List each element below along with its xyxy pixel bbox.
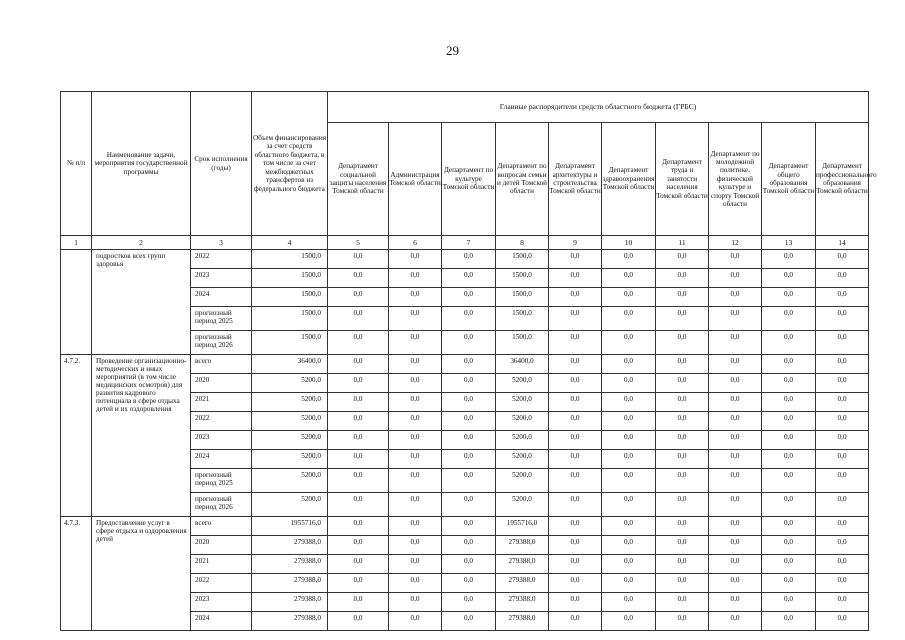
grbs-amount-cell: 1955716,0 — [496, 517, 549, 536]
grbs-amount-cell: 0,0 — [656, 393, 709, 412]
header-volume: Объем финансирования за счет средств областного бюджета, в том числе за счет межбюджетных трансфертов из федерального бюджета — [252, 92, 328, 236]
total-amount-cell: 5200,0 — [252, 493, 328, 517]
grbs-amount-cell: 0,0 — [656, 412, 709, 431]
period-cell: всего — [191, 517, 252, 536]
grbs-amount-cell: 0,0 — [656, 593, 709, 612]
grbs-amount-cell: 0,0 — [389, 517, 442, 536]
grbs-amount-cell: 5200,0 — [496, 431, 549, 450]
grbs-amount-cell: 36400,0 — [496, 355, 549, 374]
grbs-amount-cell: 0,0 — [709, 574, 762, 593]
grbs-amount-cell: 0,0 — [602, 612, 656, 631]
grbs-amount-cell: 0,0 — [442, 431, 496, 450]
grbs-amount-cell: 0,0 — [602, 374, 656, 393]
grbs-amount-cell: 0,0 — [762, 536, 816, 555]
header-grbs-9: Департамент общего образования Томской области — [762, 123, 816, 236]
grbs-amount-cell: 0,0 — [389, 493, 442, 517]
grbs-amount-cell: 0,0 — [442, 555, 496, 574]
period-cell: прогнозный период 2025 — [191, 469, 252, 493]
table-row — [61, 517, 869, 536]
period-cell: 2023 — [191, 431, 252, 450]
total-amount-cell: 1500,0 — [252, 250, 328, 269]
grbs-amount-cell: 0,0 — [389, 450, 442, 469]
grbs-amount-cell: 1500,0 — [496, 250, 549, 269]
total-amount-cell: 279388,0 — [252, 536, 328, 555]
grbs-amount-cell: 0,0 — [816, 431, 869, 450]
header-grbs-4: Департамент по вопросам семьи и детей Томской области — [496, 123, 549, 236]
grbs-amount-cell: 0,0 — [549, 355, 602, 374]
grbs-amount-cell: 0,0 — [389, 307, 442, 331]
grbs-amount-cell: 0,0 — [816, 393, 869, 412]
period-cell: 2023 — [191, 269, 252, 288]
task-name: подростков всех групп здоровья — [92, 250, 191, 355]
total-amount-cell: 279388,0 — [252, 574, 328, 593]
grbs-amount-cell: 0,0 — [816, 555, 869, 574]
grbs-amount-cell: 0,0 — [656, 555, 709, 574]
row-index: 4.7.3. — [61, 517, 92, 631]
header-grbs-7: Департамент труда и занятости населения Томской области — [656, 123, 709, 236]
grbs-amount-cell: 0,0 — [389, 250, 442, 269]
grbs-amount-cell: 0,0 — [549, 593, 602, 612]
grbs-amount-cell: 0,0 — [602, 355, 656, 374]
grbs-amount-cell: 0,0 — [549, 431, 602, 450]
task-name: Предоставление услуг в сфере отдыха и оздоровления детей — [92, 517, 191, 631]
grbs-amount-cell: 0,0 — [656, 288, 709, 307]
grbs-amount-cell: 0,0 — [442, 331, 496, 355]
grbs-amount-cell: 0,0 — [709, 555, 762, 574]
grbs-amount-cell: 0,0 — [442, 517, 496, 536]
grbs-amount-cell: 0,0 — [816, 517, 869, 536]
column-number-cell: 14 — [816, 236, 869, 250]
grbs-amount-cell: 0,0 — [762, 393, 816, 412]
header-grbs-5: Департамент архитектуры и строительства Томской области — [549, 123, 602, 236]
column-number-cell: 11 — [656, 236, 709, 250]
grbs-amount-cell: 0,0 — [442, 288, 496, 307]
total-amount-cell: 5200,0 — [252, 431, 328, 450]
period-cell: прогнозный период 2026 — [191, 331, 252, 355]
grbs-amount-cell: 0,0 — [709, 536, 762, 555]
grbs-amount-cell: 0,0 — [328, 612, 389, 631]
total-amount-cell: 279388,0 — [252, 612, 328, 631]
header-grbs-title: Главные распорядители средств областного бюджета (ГРБС) — [328, 92, 869, 123]
period-cell: 2022 — [191, 574, 252, 593]
grbs-amount-cell: 0,0 — [602, 393, 656, 412]
grbs-amount-cell: 0,0 — [709, 469, 762, 493]
grbs-amount-cell: 0,0 — [762, 469, 816, 493]
grbs-amount-cell: 0,0 — [549, 469, 602, 493]
grbs-amount-cell: 0,0 — [709, 250, 762, 269]
grbs-amount-cell: 0,0 — [709, 269, 762, 288]
grbs-amount-cell: 0,0 — [442, 250, 496, 269]
period-cell: прогнозный период 2026 — [191, 493, 252, 517]
grbs-amount-cell: 0,0 — [549, 574, 602, 593]
grbs-amount-cell: 0,0 — [328, 493, 389, 517]
total-amount-cell: 5200,0 — [252, 412, 328, 431]
grbs-amount-cell: 0,0 — [389, 374, 442, 393]
column-numbers-row — [61, 236, 869, 250]
grbs-amount-cell: 0,0 — [816, 250, 869, 269]
grbs-amount-cell: 0,0 — [328, 355, 389, 374]
grbs-amount-cell: 0,0 — [762, 593, 816, 612]
grbs-amount-cell: 0,0 — [602, 536, 656, 555]
period-cell: 2023 — [191, 593, 252, 612]
grbs-amount-cell: 0,0 — [328, 269, 389, 288]
grbs-amount-cell: 0,0 — [656, 374, 709, 393]
grbs-amount-cell: 0,0 — [442, 412, 496, 431]
grbs-amount-cell: 0,0 — [656, 517, 709, 536]
grbs-amount-cell: 279388,0 — [496, 536, 549, 555]
table-row — [61, 355, 869, 374]
grbs-amount-cell: 0,0 — [816, 574, 869, 593]
grbs-amount-cell: 0,0 — [656, 431, 709, 450]
grbs-amount-cell: 0,0 — [549, 269, 602, 288]
period-cell: прогнозный период 2025 — [191, 307, 252, 331]
grbs-amount-cell: 0,0 — [816, 593, 869, 612]
total-amount-cell: 36400,0 — [252, 355, 328, 374]
column-number-cell: 10 — [602, 236, 656, 250]
grbs-amount-cell: 0,0 — [656, 493, 709, 517]
row-index — [61, 250, 92, 355]
period-cell: 2022 — [191, 250, 252, 269]
grbs-amount-cell: 0,0 — [816, 355, 869, 374]
grbs-amount-cell: 0,0 — [389, 574, 442, 593]
column-number-cell: 3 — [191, 236, 252, 250]
grbs-amount-cell: 0,0 — [709, 393, 762, 412]
grbs-amount-cell: 0,0 — [328, 469, 389, 493]
grbs-amount-cell: 0,0 — [602, 331, 656, 355]
grbs-amount-cell: 0,0 — [709, 355, 762, 374]
grbs-amount-cell: 0,0 — [328, 574, 389, 593]
grbs-amount-cell: 0,0 — [709, 593, 762, 612]
grbs-amount-cell: 0,0 — [549, 536, 602, 555]
column-number-cell: 4 — [252, 236, 328, 250]
total-amount-cell: 1500,0 — [252, 307, 328, 331]
grbs-amount-cell: 0,0 — [656, 612, 709, 631]
period-cell: 2022 — [191, 412, 252, 431]
grbs-amount-cell: 0,0 — [656, 269, 709, 288]
grbs-amount-cell: 0,0 — [816, 412, 869, 431]
page-number: 29 — [446, 43, 459, 58]
grbs-amount-cell: 0,0 — [549, 612, 602, 631]
grbs-amount-cell: 279388,0 — [496, 612, 549, 631]
grbs-amount-cell: 0,0 — [549, 250, 602, 269]
grbs-amount-cell: 0,0 — [549, 288, 602, 307]
grbs-amount-cell: 279388,0 — [496, 593, 549, 612]
grbs-amount-cell: 279388,0 — [496, 574, 549, 593]
grbs-amount-cell: 0,0 — [602, 517, 656, 536]
grbs-amount-cell: 1500,0 — [496, 288, 549, 307]
grbs-amount-cell: 0,0 — [816, 374, 869, 393]
grbs-amount-cell: 0,0 — [442, 469, 496, 493]
grbs-amount-cell: 0,0 — [328, 374, 389, 393]
grbs-amount-cell: 5200,0 — [496, 374, 549, 393]
grbs-amount-cell: 0,0 — [816, 493, 869, 517]
grbs-amount-cell: 0,0 — [816, 536, 869, 555]
grbs-amount-cell: 0,0 — [549, 307, 602, 331]
header-grbs-8: Департамент по молодежной политике, физической культуре и спорту Томской области — [709, 123, 762, 236]
grbs-amount-cell: 0,0 — [602, 450, 656, 469]
header-task-name: Наименование задачи, мероприятия государственной программы — [92, 92, 191, 236]
total-amount-cell: 5200,0 — [252, 374, 328, 393]
grbs-amount-cell: 0,0 — [549, 374, 602, 393]
table-row — [61, 250, 869, 269]
grbs-amount-cell: 0,0 — [602, 469, 656, 493]
grbs-amount-cell: 0,0 — [442, 593, 496, 612]
grbs-amount-cell: 0,0 — [328, 331, 389, 355]
grbs-amount-cell: 0,0 — [762, 307, 816, 331]
grbs-amount-cell: 5200,0 — [496, 450, 549, 469]
grbs-amount-cell: 0,0 — [389, 431, 442, 450]
grbs-amount-cell: 0,0 — [816, 288, 869, 307]
grbs-amount-cell: 0,0 — [602, 250, 656, 269]
grbs-amount-cell: 0,0 — [816, 469, 869, 493]
header-grbs-6: Департамент здравоохранения Томской области — [602, 123, 656, 236]
grbs-amount-cell: 0,0 — [762, 450, 816, 469]
task-name: Проведение организационно-методических и иных мероприятий (в том числе медицинских осмотров) для развития кадрового потенциала в сфере отдыха детей и их оздоровления — [92, 355, 191, 517]
grbs-amount-cell: 0,0 — [762, 493, 816, 517]
grbs-amount-cell: 0,0 — [549, 517, 602, 536]
grbs-amount-cell: 0,0 — [328, 393, 389, 412]
grbs-amount-cell: 0,0 — [816, 307, 869, 331]
grbs-amount-cell: 5200,0 — [496, 412, 549, 431]
grbs-amount-cell: 0,0 — [602, 493, 656, 517]
column-number-cell: 8 — [496, 236, 549, 250]
grbs-amount-cell: 0,0 — [328, 307, 389, 331]
grbs-amount-cell: 0,0 — [328, 431, 389, 450]
grbs-amount-cell: 0,0 — [762, 517, 816, 536]
grbs-amount-cell: 0,0 — [762, 555, 816, 574]
grbs-amount-cell: 0,0 — [762, 288, 816, 307]
grbs-amount-cell: 0,0 — [602, 307, 656, 331]
grbs-amount-cell: 0,0 — [442, 574, 496, 593]
grbs-amount-cell: 0,0 — [602, 555, 656, 574]
grbs-amount-cell: 0,0 — [389, 536, 442, 555]
period-cell: всего — [191, 355, 252, 374]
grbs-amount-cell: 0,0 — [709, 450, 762, 469]
grbs-amount-cell: 0,0 — [602, 431, 656, 450]
grbs-amount-cell: 1500,0 — [496, 269, 549, 288]
grbs-amount-cell: 0,0 — [442, 393, 496, 412]
grbs-amount-cell: 0,0 — [442, 269, 496, 288]
period-cell: 2020 — [191, 536, 252, 555]
grbs-amount-cell: 5200,0 — [496, 493, 549, 517]
column-number-cell: 12 — [709, 236, 762, 250]
grbs-amount-cell: 0,0 — [762, 612, 816, 631]
total-amount-cell: 1500,0 — [252, 288, 328, 307]
grbs-amount-cell: 0,0 — [549, 331, 602, 355]
column-number-cell: 2 — [92, 236, 191, 250]
header-num: № п/п — [61, 92, 92, 236]
header-grbs-1: Департамент социальной защиты населения Томской области — [328, 123, 389, 236]
total-amount-cell: 1500,0 — [252, 269, 328, 288]
column-number-cell: 5 — [328, 236, 389, 250]
grbs-amount-cell: 0,0 — [328, 250, 389, 269]
grbs-amount-cell: 0,0 — [389, 612, 442, 631]
grbs-amount-cell: 0,0 — [656, 307, 709, 331]
grbs-amount-cell: 0,0 — [442, 612, 496, 631]
grbs-amount-cell: 1500,0 — [496, 331, 549, 355]
grbs-amount-cell: 0,0 — [709, 374, 762, 393]
grbs-amount-cell: 0,0 — [389, 469, 442, 493]
grbs-amount-cell: 0,0 — [816, 331, 869, 355]
period-cell: 2020 — [191, 374, 252, 393]
grbs-amount-cell: 0,0 — [762, 412, 816, 431]
period-cell: 2021 — [191, 393, 252, 412]
grbs-amount-cell: 0,0 — [442, 374, 496, 393]
period-cell: 2021 — [191, 555, 252, 574]
grbs-amount-cell: 0,0 — [602, 412, 656, 431]
grbs-amount-cell: 0,0 — [389, 412, 442, 431]
grbs-amount-cell: 0,0 — [816, 612, 869, 631]
grbs-amount-cell: 0,0 — [602, 574, 656, 593]
total-amount-cell: 5200,0 — [252, 469, 328, 493]
grbs-amount-cell: 0,0 — [816, 450, 869, 469]
grbs-amount-cell: 0,0 — [328, 450, 389, 469]
grbs-amount-cell: 279388,0 — [496, 555, 549, 574]
grbs-amount-cell: 0,0 — [656, 331, 709, 355]
grbs-amount-cell: 0,0 — [656, 469, 709, 493]
grbs-amount-cell: 0,0 — [602, 288, 656, 307]
grbs-amount-cell: 0,0 — [389, 555, 442, 574]
grbs-amount-cell: 0,0 — [389, 393, 442, 412]
grbs-amount-cell: 1500,0 — [496, 307, 549, 331]
column-number-cell: 6 — [389, 236, 442, 250]
total-amount-cell: 279388,0 — [252, 555, 328, 574]
column-number-cell: 7 — [442, 236, 496, 250]
column-number-cell: 1 — [61, 236, 92, 250]
grbs-amount-cell: 0,0 — [762, 331, 816, 355]
grbs-amount-cell: 5200,0 — [496, 393, 549, 412]
grbs-amount-cell: 0,0 — [656, 574, 709, 593]
header-grbs-3: Департамент по культуре Томской области — [442, 123, 496, 236]
grbs-amount-cell: 0,0 — [709, 412, 762, 431]
row-index: 4.7.2. — [61, 355, 92, 517]
grbs-amount-cell: 0,0 — [762, 374, 816, 393]
grbs-amount-cell: 0,0 — [656, 450, 709, 469]
grbs-amount-cell: 0,0 — [389, 593, 442, 612]
grbs-amount-cell: 0,0 — [442, 493, 496, 517]
grbs-amount-cell: 0,0 — [328, 536, 389, 555]
grbs-amount-cell: 0,0 — [549, 555, 602, 574]
grbs-amount-cell: 0,0 — [389, 355, 442, 374]
grbs-amount-cell: 0,0 — [442, 307, 496, 331]
grbs-amount-cell: 0,0 — [442, 355, 496, 374]
grbs-amount-cell: 0,0 — [709, 612, 762, 631]
grbs-amount-cell: 0,0 — [656, 250, 709, 269]
header-term: Срок исполнения (годы) — [191, 92, 252, 236]
total-amount-cell: 5200,0 — [252, 450, 328, 469]
grbs-amount-cell: 0,0 — [442, 536, 496, 555]
period-cell: 2024 — [191, 288, 252, 307]
grbs-amount-cell: 0,0 — [709, 307, 762, 331]
grbs-amount-cell: 0,0 — [709, 517, 762, 536]
grbs-amount-cell: 0,0 — [328, 517, 389, 536]
grbs-amount-cell: 0,0 — [389, 288, 442, 307]
grbs-amount-cell: 0,0 — [602, 593, 656, 612]
table-body — [61, 236, 869, 631]
total-amount-cell: 279388,0 — [252, 593, 328, 612]
financing-table — [60, 91, 877, 631]
grbs-amount-cell: 0,0 — [549, 493, 602, 517]
grbs-amount-cell: 0,0 — [549, 393, 602, 412]
grbs-amount-cell: 0,0 — [709, 431, 762, 450]
grbs-amount-cell: 0,0 — [549, 450, 602, 469]
grbs-amount-cell: 0,0 — [762, 431, 816, 450]
grbs-amount-cell: 0,0 — [656, 355, 709, 374]
grbs-amount-cell: 0,0 — [709, 288, 762, 307]
grbs-amount-cell: 0,0 — [389, 331, 442, 355]
header-grbs-10: Департамент профессионального образования Томской области — [816, 123, 869, 236]
header-grbs-2: Администрация Томской области — [389, 123, 442, 236]
period-cell: 2024 — [191, 612, 252, 631]
grbs-amount-cell: 0,0 — [709, 493, 762, 517]
grbs-amount-cell: 0,0 — [602, 269, 656, 288]
grbs-amount-cell: 0,0 — [328, 412, 389, 431]
grbs-amount-cell: 0,0 — [549, 412, 602, 431]
column-number-cell: 9 — [549, 236, 602, 250]
grbs-amount-cell: 0,0 — [709, 331, 762, 355]
total-amount-cell: 1955716,0 — [252, 517, 328, 536]
grbs-amount-cell: 0,0 — [328, 593, 389, 612]
grbs-amount-cell: 0,0 — [328, 288, 389, 307]
grbs-amount-cell: 0,0 — [656, 536, 709, 555]
total-amount-cell: 5200,0 — [252, 393, 328, 412]
grbs-amount-cell: 0,0 — [389, 269, 442, 288]
grbs-amount-cell: 0,0 — [762, 355, 816, 374]
total-amount-cell: 1500,0 — [252, 331, 328, 355]
grbs-amount-cell: 0,0 — [762, 269, 816, 288]
grbs-amount-cell: 0,0 — [442, 450, 496, 469]
period-cell: 2024 — [191, 450, 252, 469]
grbs-amount-cell: 0,0 — [816, 269, 869, 288]
grbs-amount-cell: 0,0 — [762, 574, 816, 593]
column-number-cell: 13 — [762, 236, 816, 250]
grbs-amount-cell: 0,0 — [762, 250, 816, 269]
grbs-amount-cell: 0,0 — [328, 555, 389, 574]
grbs-amount-cell: 5200,0 — [496, 469, 549, 493]
